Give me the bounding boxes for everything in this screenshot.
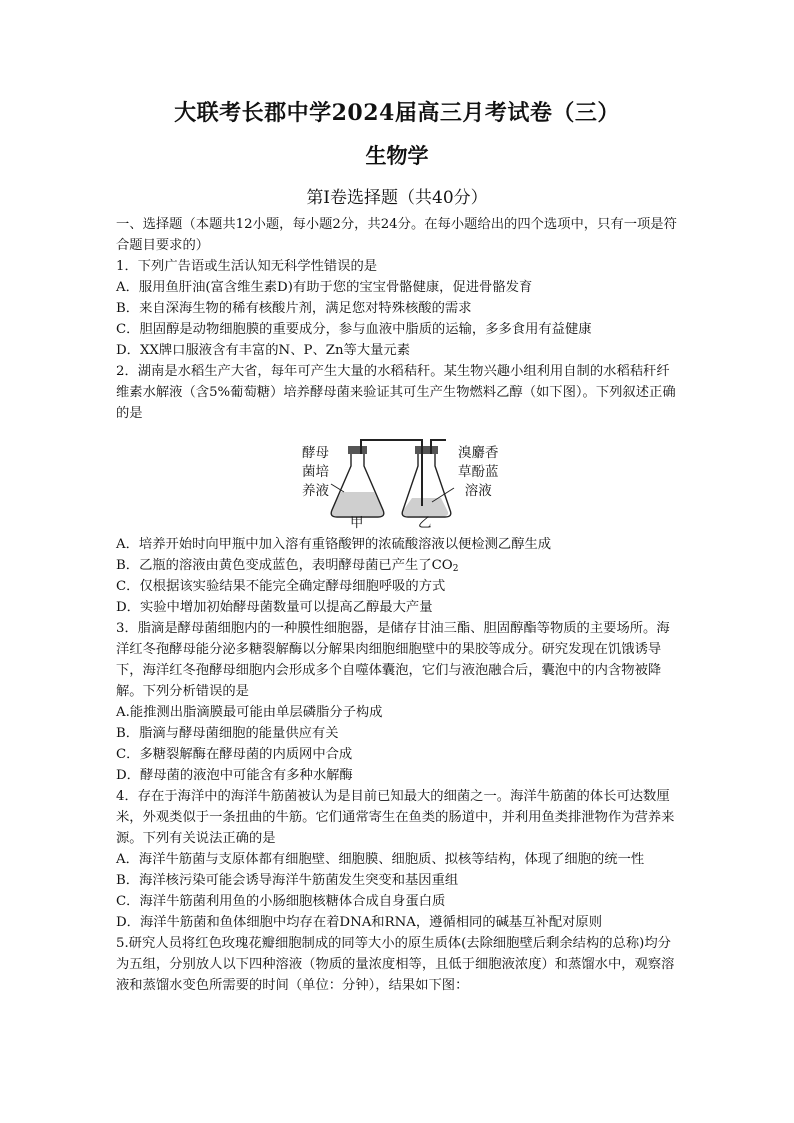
- medium-label: [302, 444, 329, 501]
- q1-option-c: C．胆固醇是动物细胞膜的重要成分，参与血液中脂质的运输，多多食用有益健康: [116, 322, 592, 337]
- medium-label-line2: 菌培: [302, 464, 329, 480]
- section-intro: 一、选择题（本题共12小题，每小题2分，共24分。在每小题给出的四个选项中，只有一项是符合题目要求的）: [116, 217, 677, 253]
- q1-option-b: B．来自深海生物的稀有核酸片剂，满足您对特殊核酸的需求: [116, 301, 472, 316]
- flask1-stopper: [348, 446, 367, 454]
- q3-option-a: A.能推测出脂滴膜最可能由单层磷脂分子构成: [116, 705, 383, 720]
- q2-option-d: D．实验中增加初始酵母菌数量可以提高乙醇最大产量: [116, 600, 433, 615]
- q1-option-d: D．XX牌口服液含有丰富的N、P、Zn等大量元素: [116, 343, 411, 358]
- q1-option-a: A．服用鱼肝油(富含维生素D)有助于您的宝宝骨骼健康，促进骨骼发育: [116, 280, 533, 295]
- subject-title: 生物学: [365, 143, 429, 168]
- indicator-label-line1: 溴麝香: [458, 445, 499, 461]
- indicator-label-line3: 溶液: [464, 483, 492, 499]
- q4-option-c: C．海洋牛筋菌利用鱼的小肠细胞核糖体合成自身蛋白质: [116, 894, 446, 909]
- indicator-label: [458, 444, 499, 501]
- q2-option-c: C．仅根据该实验结果不能完全确定酵母细胞呼吸的方式: [116, 579, 446, 594]
- q2-stem: 2．湖南是水稻生产大省，每年可产生大量的水稻秸秆。某生物兴趣小组利用自制的水稻秸秆纤维素水解液（含5%葡萄糖）培养酵母菌来验证其可生产生物燃料乙醇（如下图）。下列叙述正确的是: [116, 364, 676, 421]
- q4-option-b: B．海洋核污染可能会诱导海洋牛筋菌发生突变和基因重组: [116, 873, 459, 888]
- q4-option-a: A．海洋牛筋菌与支原体都有细胞壁、细胞膜、细胞质、拟核等结构，体现了细胞的统一性: [116, 852, 645, 867]
- q3-option-b: B．脂滴与酵母菌细胞的能量供应有关: [116, 726, 339, 741]
- q4-stem: 4．存在于海洋中的海洋牛筋菌被认为是目前已知最大的细菌之一。海洋牛筋菌的体长可达数厘米，外观类似于一条扭曲的牛筋。它们通常寄生在鱼类的肠道中，并利用鱼类排泄物作为营养来源。下列有关说法正确的是: [116, 789, 675, 846]
- flask1-label: 甲: [350, 515, 364, 531]
- section-title: 第Ⅰ卷选择题（共40分）: [306, 188, 488, 208]
- q2-option-a: A．培养开始时向甲瓶中加入溶有重铬酸钾的浓硫酸溶液以便检测乙醇生成: [116, 537, 552, 552]
- flask2-stopper: [415, 446, 438, 454]
- flask2-label: 乙: [418, 515, 432, 531]
- q3-stem: 3．脂滴是酵母菌细胞内的一种膜性细胞器，是储存甘油三酯、胆固醇酯等物质的主要场所。海洋红冬孢酵母能分泌多糖裂解酶以分解果肉细胞细胞壁中的果胶等成分。研究发现在饥饿诱导下，海洋红冬孢酵母细胞内会形成多个自噬体囊泡，它们与液泡融合后，囊泡中的内含物被降解。下列分析错误的是: [116, 621, 670, 699]
- indicator-label-line2: 草酚蓝: [458, 464, 499, 480]
- q4-option-d: D．海洋牛筋菌和鱼体细胞中均存在着DNA和RNA，遵循相同的碱基互补配对原则: [116, 915, 603, 930]
- q2-option-b: [116, 555, 682, 576]
- q5-stem: 5.研究人员将红色玫瑰花瓣细胞制成的同等大小的原生质体(去除细胞壁后剩余结构的总称)均分为五组，分别放人以下四种溶液（物质的量浓度相等，且低于细胞液浓度）和蒸馏水中，观察溶液和蒸馏水变色所需要的时间（单位：分钟），结果如下图：: [116, 936, 675, 993]
- q2-option-b-text: B．乙瓶的溶液由黄色变成蓝色，表明酵母菌已产生了CO: [116, 558, 453, 573]
- q1-stem: 1．下列广告语或生活认知无科学性错误的是: [116, 259, 378, 274]
- flask-figure: [116, 428, 682, 532]
- medium-label-line1: 酵母: [302, 445, 329, 461]
- question-body: [116, 214, 682, 996]
- q3-option-c: C．多糖裂解酶在酵母菌的内质网中合成: [116, 747, 353, 762]
- medium-label-line3: 养液: [302, 483, 329, 499]
- flask-diagram: [116, 428, 682, 532]
- exam-title: 大联考长郡中学2024届高三月考试卷（三）: [174, 100, 620, 126]
- q3-option-d: D．酵母菌的液泡中可能含有多种水解酶: [116, 768, 353, 783]
- q2-option-b-subscript: 2: [452, 564, 459, 574]
